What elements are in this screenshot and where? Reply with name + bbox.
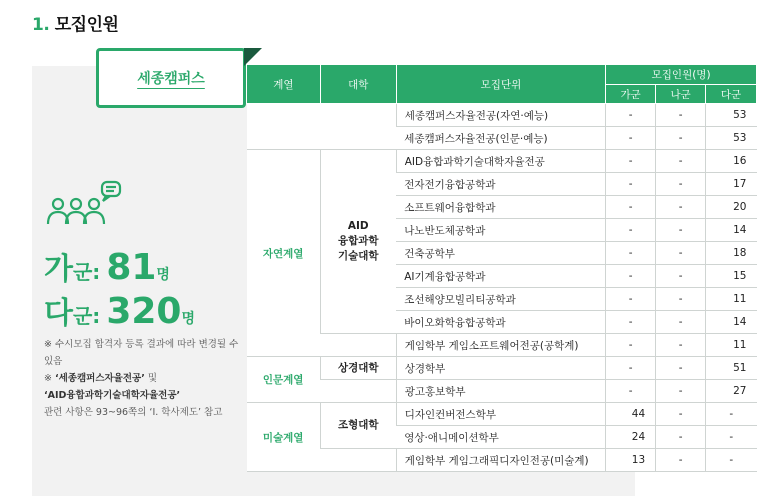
da-cell: - [706,426,757,449]
header-na: 나군 [656,85,706,104]
na-cell: - [656,311,706,334]
na-cell: - [656,380,706,403]
table-row [247,403,757,426]
note-1-text: 수시모집 합격자 등록 결과에 따라 변경될 수 있음 [44,339,239,367]
da-cell: - [706,449,757,472]
da-cell: 53 [706,104,757,127]
ga-cell: - [606,127,656,150]
na-cell: - [656,104,706,127]
ga-cell: - [606,265,656,288]
note-1-mark: ※ [44,339,52,350]
stat-ga-unit: 명 [156,267,170,283]
group-nature: 자연계열 [247,150,321,357]
unit-cell: 디자인컨버전스학부 [396,403,606,426]
college-aid-label: AID 융합과학 기술대학 [337,220,379,262]
ga-cell: - [606,334,656,357]
unit-cell: 건축공학부 [396,242,606,265]
na-cell: - [656,265,706,288]
ga-cell: - [606,288,656,311]
stat-da-suffix: 군: [72,304,101,328]
header-da: 다군 [706,85,757,104]
ga-cell: - [606,242,656,265]
stat-da-value: 320 [106,291,182,332]
college-aid [320,150,396,334]
stat-da-unit: 명 [181,311,195,327]
da-cell: 15 [706,265,757,288]
unit-cell: 광고홍보학부 [396,380,606,403]
campus-tab [96,48,246,108]
da-cell: 14 [706,219,757,242]
group-cell-empty [247,104,397,150]
unit-cell: AID융합과학기술대학자율전공 [396,150,606,173]
unit-cell: 조선해양모빌리티공학과 [396,288,606,311]
note-1 [44,336,240,370]
table-row [247,334,757,357]
ga-cell: - [606,357,656,380]
college-cell-empty [320,449,396,472]
na-cell: - [656,196,706,219]
unit-cell: 영상·애니메이션학부 [396,426,606,449]
da-cell: 51 [706,357,757,380]
table-row [247,380,757,403]
na-cell: - [656,173,706,196]
ga-cell: - [606,173,656,196]
group-humanities: 인문계열 [247,357,321,403]
da-cell: 14 [706,311,757,334]
unit-cell: 게임학부 게임소프트웨어전공(공학계) [396,334,606,357]
people-chat-icon [44,180,124,236]
stat-da-key: 다 [44,296,73,331]
na-cell: - [656,242,706,265]
ga-cell: - [606,104,656,127]
da-cell: 11 [706,334,757,357]
ga-cell: - [606,150,656,173]
na-cell: - [656,449,706,472]
na-cell: - [656,127,706,150]
notes [44,336,240,421]
na-cell: - [656,403,706,426]
ga-cell: 13 [606,449,656,472]
unit-cell: 나노반도체공학과 [396,219,606,242]
unit-cell: 전자전기융합공학과 [396,173,606,196]
ga-cell: - [606,311,656,334]
da-cell: 20 [706,196,757,219]
table-row [247,150,757,173]
header-ga: 가군 [606,85,656,104]
college-cell-empty [320,380,396,403]
group-arts: 미술계열 [247,403,321,472]
table-row [247,449,757,472]
ga-cell: - [606,196,656,219]
header-college: 대학 [320,65,396,104]
na-cell: - [656,357,706,380]
note-2-term-b: ‘AID융합과학기술대학자율전공’ [44,390,181,401]
na-cell: - [656,334,706,357]
unit-cell: 바이오화학융합공학과 [396,311,606,334]
unit-cell: 소프트웨어융합학과 [396,196,606,219]
da-cell: 18 [706,242,757,265]
na-cell: - [656,150,706,173]
header-quota: 모집인원(명) [606,65,757,85]
section-title: 모집인원 [54,15,119,35]
da-cell: - [706,403,757,426]
note-2-ref: 관련 사항은 93~96쪽의 ‘Ⅰ. 학사제도’ 참고 [44,407,223,418]
section-number: 1. [32,15,50,35]
quota-table [246,64,757,472]
ga-cell: - [606,380,656,403]
note-2 [44,370,240,421]
college-business: 상경대학 [320,357,396,380]
header-unit: 모집단위 [396,65,606,104]
da-cell: 53 [706,127,757,150]
header-group: 계열 [247,65,321,104]
stat-ga-value: 81 [106,247,157,288]
unit-cell: 게임학부 게임그래픽디자인전공(미술계) [396,449,606,472]
unit-cell: 상경학부 [396,357,606,380]
unit-cell: 세종캠퍼스자율전공(자연·예능) [396,104,606,127]
table-row [247,357,757,380]
section-heading [32,10,118,35]
ga-cell: 44 [606,403,656,426]
college-cell-empty [320,334,396,357]
stat-ga [44,244,170,288]
stat-da [44,288,195,332]
na-cell: - [656,219,706,242]
da-cell: 27 [706,380,757,403]
unit-cell: AI기계융합공학과 [396,265,606,288]
ga-cell: 24 [606,426,656,449]
stat-ga-key: 가 [44,252,73,287]
stat-ga-suffix: 군: [72,260,101,284]
note-2-mark: ※ [44,373,52,384]
ga-cell: - [606,219,656,242]
na-cell: - [656,288,706,311]
da-cell: 16 [706,150,757,173]
da-cell: 11 [706,288,757,311]
college-design: 조형대학 [320,403,396,449]
table-row [247,104,757,127]
unit-cell: 세종캠퍼스자율전공(인문·예능) [396,127,606,150]
campus-tab-label: 세종캠퍼스 [137,71,205,87]
note-2-conj: 및 [147,373,158,384]
na-cell: - [656,426,706,449]
note-2-term-a: ‘세종캠퍼스자율전공’ [55,373,145,384]
da-cell: 17 [706,173,757,196]
